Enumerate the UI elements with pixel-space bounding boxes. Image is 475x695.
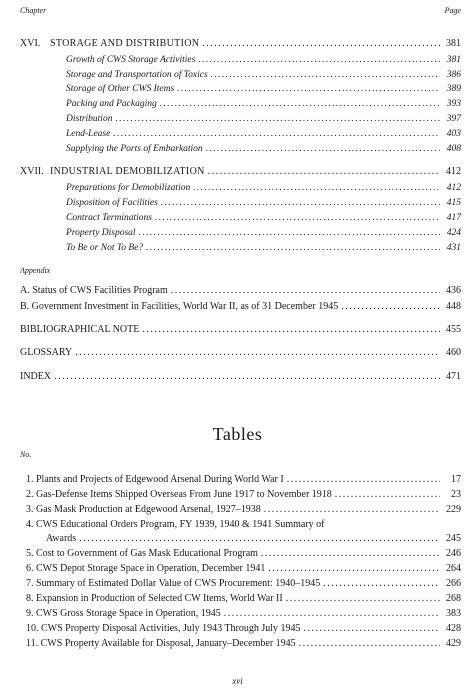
page-number: 417 xyxy=(446,213,461,223)
page-number: 424 xyxy=(446,228,461,238)
dot-leader xyxy=(211,69,440,81)
page-number: 431 xyxy=(446,243,461,253)
page-number: 429 xyxy=(446,638,461,649)
dot-leader xyxy=(54,371,440,383)
appendix-label: Appendix xyxy=(20,266,51,275)
toc-table-item[interactable] xyxy=(26,578,461,590)
page-number: 455 xyxy=(446,324,461,335)
dot-leader xyxy=(208,166,440,178)
page-number: 389 xyxy=(446,84,461,94)
section-title: Storage and Transportation of Toxics xyxy=(66,70,208,80)
toc-section[interactable] xyxy=(66,98,461,110)
dot-leader xyxy=(155,212,440,224)
page-number: 381 xyxy=(446,55,461,65)
page-number: 448 xyxy=(446,301,461,312)
appendix-title: B. Government Investment in Facilities, World War II, as of 31 December 1945 xyxy=(20,301,339,312)
page-folio: xvi xyxy=(232,676,243,686)
toc-table-item[interactable] xyxy=(26,504,461,516)
page-number: 436 xyxy=(446,285,461,296)
section-title: Storage of Other CWS Items xyxy=(66,84,175,94)
table-title[interactable]: 4. CWS Educational Orders Program, FY 1939, 1940 & 1941 Summary of xyxy=(26,519,325,530)
table-title: 8. Expansion in Production of Selected CW Items, World War II xyxy=(26,593,283,604)
toc-section[interactable] xyxy=(66,143,461,155)
page-number: 266 xyxy=(446,578,461,589)
appendix-title: A. Status of CWS Facilities Program xyxy=(20,285,168,296)
page-number: 386 xyxy=(446,70,461,80)
table-title: 3. Gas Mask Production at Edgewood Arsenal, 1927–1938 xyxy=(26,504,261,515)
dot-leader xyxy=(171,285,440,297)
toc-table-item[interactable] xyxy=(26,623,461,635)
page-number: 415 xyxy=(446,198,461,208)
toc-table-item[interactable] xyxy=(26,638,461,650)
section-title: Packing and Packaging xyxy=(66,99,157,109)
dot-leader xyxy=(113,128,440,140)
table-title: 6. CWS Depot Storage Space in Operation, December 1941 xyxy=(26,563,266,574)
back-matter-title: GLOSSARY xyxy=(20,347,73,358)
page-number: 471 xyxy=(446,371,461,382)
chapter-number: XVI. xyxy=(20,38,41,49)
dot-leader xyxy=(206,143,440,155)
toc-table-item[interactable] xyxy=(26,593,461,605)
dot-leader xyxy=(75,347,440,359)
chapter-title: STORAGE AND DISTRIBUTION xyxy=(50,38,200,49)
toc-chapter-xvii[interactable] xyxy=(20,166,461,178)
section-title: Lend-Lease xyxy=(66,129,111,139)
page-number: 246 xyxy=(446,548,461,559)
chapter-column-label: Chapter xyxy=(20,6,47,15)
section-title: Contract Terminations xyxy=(66,213,152,223)
section-title: Preparations for Demobilization xyxy=(66,183,191,193)
back-matter-title: INDEX xyxy=(20,371,52,382)
section-title: Distribution xyxy=(66,114,113,124)
toc-section[interactable] xyxy=(66,113,461,125)
toc-section[interactable] xyxy=(66,242,461,254)
dot-leader xyxy=(268,563,440,575)
table-title: 9. CWS Gross Storage Space in Operation, 1945 xyxy=(26,608,221,619)
dot-leader xyxy=(341,301,440,313)
dot-leader xyxy=(193,182,440,194)
dot-leader xyxy=(115,113,440,125)
dot-leader xyxy=(299,638,440,650)
dot-leader xyxy=(286,593,440,605)
dot-leader xyxy=(323,578,440,590)
toc-section[interactable] xyxy=(66,54,461,66)
table-number-label: No. xyxy=(20,450,32,459)
toc-table-item[interactable] xyxy=(26,608,461,620)
tables-heading: Tables xyxy=(212,424,263,444)
table-title: 7. Summary of Estimated Dollar Value of CWS Procurement: 1940–1945 xyxy=(26,578,321,589)
dot-leader xyxy=(142,324,440,336)
toc-section[interactable] xyxy=(66,128,461,140)
dot-leader xyxy=(224,608,440,620)
chapter-title: INDUSTRIAL DEMOBILIZATION xyxy=(50,166,205,177)
table-title: 11. CWS Property Available for Disposal, January–December 1945 xyxy=(26,638,296,649)
section-title: Property Disposal xyxy=(66,228,136,238)
chapter-number: XVII. xyxy=(20,166,44,177)
dot-leader xyxy=(161,197,440,209)
page-number: 245 xyxy=(446,533,461,544)
page-number: 381 xyxy=(446,38,461,49)
dot-leader xyxy=(264,504,440,516)
page-number: 17 xyxy=(451,474,461,485)
page-number: 428 xyxy=(446,623,461,634)
page-number: 460 xyxy=(446,347,461,358)
dot-leader xyxy=(335,489,440,501)
page-number: 408 xyxy=(446,144,461,154)
toc-section[interactable] xyxy=(66,197,461,209)
page-number: 412 xyxy=(446,166,461,177)
toc-section[interactable] xyxy=(66,182,461,194)
back-matter-title: BIBLIOGRAPHICAL NOTE xyxy=(20,324,140,335)
toc-table-item[interactable] xyxy=(26,563,461,575)
page-number: 403 xyxy=(446,129,461,139)
page-number: 264 xyxy=(446,563,461,574)
toc-section[interactable] xyxy=(66,212,461,224)
dot-leader xyxy=(304,623,440,635)
section-title: To Be or Not To Be? xyxy=(66,243,144,253)
table-title: 2. Gas-Defense Items Shipped Overseas From June 1917 to November 1918 xyxy=(26,489,332,500)
page-number: 397 xyxy=(446,114,461,124)
dot-leader xyxy=(202,38,440,50)
page-column-label: Page xyxy=(444,6,461,15)
toc-appendix-b[interactable] xyxy=(20,301,461,313)
toc-table-item[interactable] xyxy=(46,533,461,545)
page-number: 268 xyxy=(446,593,461,604)
section-title: Disposition of Facilities xyxy=(66,198,158,208)
dot-leader xyxy=(287,474,440,486)
toc-table-item[interactable] xyxy=(26,474,461,486)
dot-leader xyxy=(139,227,440,239)
toc-table-item[interactable] xyxy=(26,548,461,560)
toc-table-item[interactable] xyxy=(26,489,461,501)
table-title: 5. Cost to Government of Gas Mask Educational Program xyxy=(26,548,258,559)
section-title: Supplying the Ports of Embarkation xyxy=(66,144,203,154)
toc-appendix-a[interactable] xyxy=(20,285,461,297)
dot-leader xyxy=(146,242,440,254)
toc-index[interactable] xyxy=(20,371,461,383)
page-number: 393 xyxy=(446,99,461,109)
dot-leader xyxy=(198,54,440,66)
table-title: 1. Plants and Projects of Edgewood Arsenal During World War I xyxy=(26,474,284,485)
dot-leader xyxy=(79,533,440,545)
toc-section[interactable] xyxy=(66,83,461,95)
page-number: 412 xyxy=(446,183,461,193)
dot-leader xyxy=(177,83,440,95)
dot-leader xyxy=(261,548,440,560)
toc-chapter-xvi[interactable] xyxy=(20,38,461,50)
toc-bibliographical-note[interactable] xyxy=(20,324,461,336)
toc-section[interactable] xyxy=(66,69,461,81)
table-title-continuation: Awards xyxy=(46,533,77,544)
toc-glossary[interactable] xyxy=(20,347,461,359)
page-number: 229 xyxy=(446,504,461,515)
page-number: 23 xyxy=(451,489,461,500)
page-number: 383 xyxy=(446,608,461,619)
section-title: Growth of CWS Storage Activities xyxy=(66,55,196,65)
table-title: 10. CWS Property Disposal Activities, July 1943 Through July 1945 xyxy=(26,623,301,634)
dot-leader xyxy=(160,98,440,110)
toc-section[interactable] xyxy=(66,227,461,239)
